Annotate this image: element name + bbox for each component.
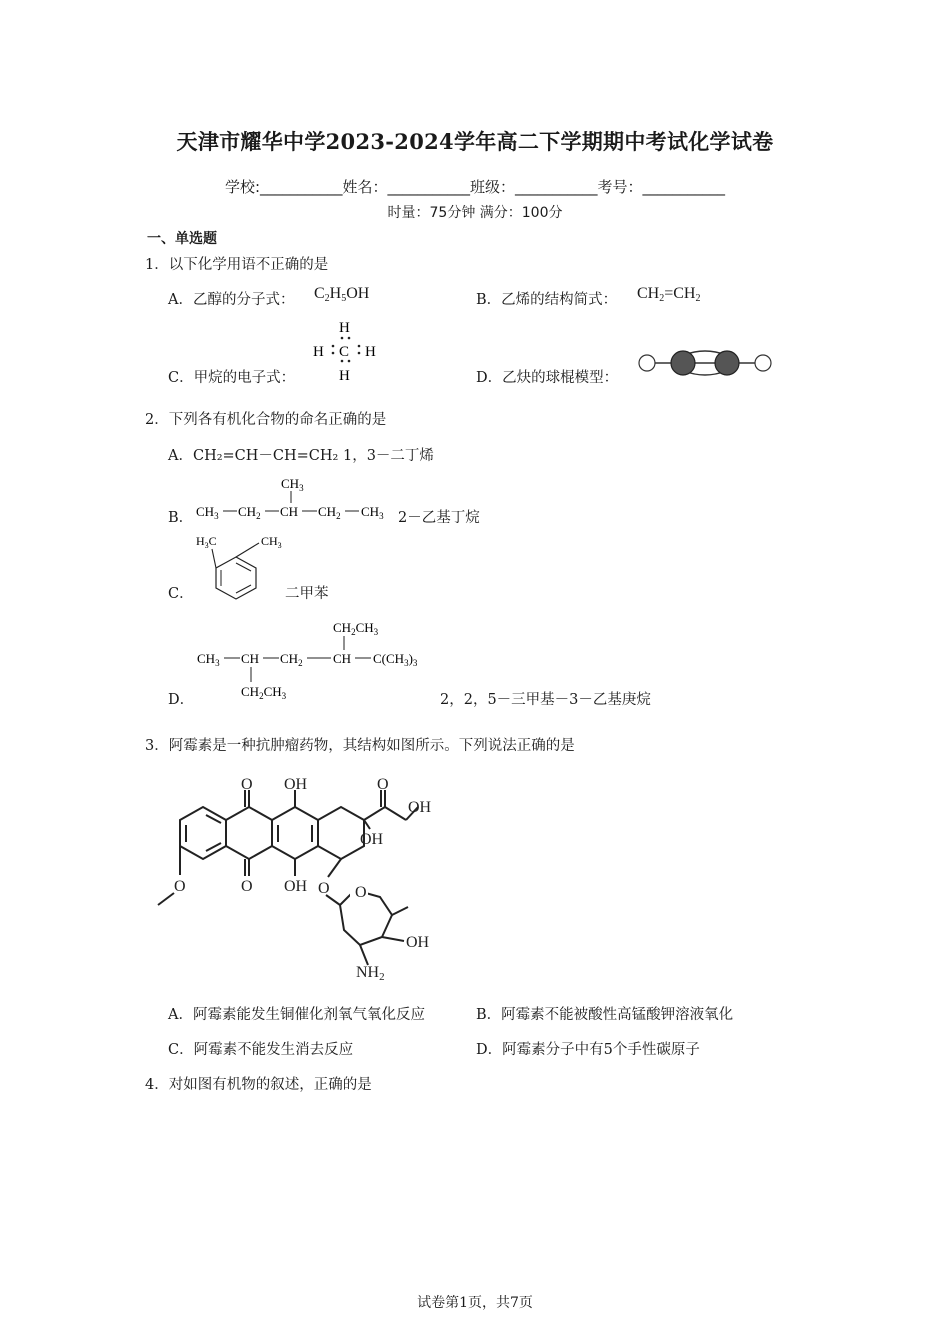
doxorubicin-structure (150, 765, 450, 985)
page-footer: 试卷第1页，共7页 (417, 1295, 533, 1311)
q3-option-d: D．阿霉素分子中有5个手性碳原子 (476, 1042, 700, 1058)
svg-text:CH: CH (333, 651, 352, 666)
q2-stem: 2．下列各有机化合物的命名正确的是 (145, 412, 387, 428)
svg-text:OH: OH (406, 934, 430, 951)
q1-option-a-label: A．乙醇的分子式： (168, 292, 295, 308)
svg-text:CH2: $CH_2$ (280, 651, 303, 668)
q3-option-c: C．阿霉素不能发生消去反应 (168, 1042, 354, 1058)
q2-option-a: A．CH₂=CH－CH=CH₂ 1，3－二丁烯 (168, 448, 434, 464)
svg-text:CH3: $CH_3$ (197, 651, 220, 668)
svg-text:O: O (241, 878, 253, 895)
svg-text:H: H (339, 368, 350, 384)
ethylene-formula: $CH_2=CH_2$ (637, 285, 701, 304)
q3-option-b: B．阿霉素不能被酸性高锰酸钾溶液氧化 (476, 1007, 734, 1023)
q1-option-a (168, 288, 294, 309)
svg-text:CH3: $CH_3$ (361, 504, 384, 521)
svg-text:O: O (318, 880, 330, 897)
exam-title: 天津市耀华中学2023-2024学年高二下学期期中考试化学试卷 (176, 129, 774, 154)
q3-stem: 3．阿霉素是一种抗肿瘤药物，其结构如图所示。下列说法正确的是 (145, 738, 575, 754)
methane-electron-formula (305, 316, 387, 384)
svg-text:O: O (355, 884, 367, 901)
svg-text:CH3: $CH_3$ (281, 476, 304, 493)
q2-option-b-structure (195, 470, 395, 526)
svg-text:OH: OH (360, 831, 384, 848)
svg-text:OH: OH (284, 878, 308, 895)
svg-text:H: H (365, 344, 376, 360)
svg-text:CH2CH3: $CH_2CH_3$ (241, 684, 287, 701)
svg-text:CH3: $CH_3$ (261, 534, 282, 550)
svg-text:C(CH3)3: $C(CH_3)_3$ (373, 651, 418, 668)
q2-option-d-name: 2，2，5－三甲基－3－乙基庚烷 (440, 692, 651, 708)
time-score-line: 时量：75分钟 满分：100分 (387, 205, 563, 221)
q2-option-b-name: 2－乙基丁烷 (398, 510, 480, 526)
acetylene-ball-stick-model (636, 348, 774, 378)
q2-option-d-structure (195, 614, 440, 706)
q1-option-d-label: D．乙炔的球棍模型： (476, 370, 619, 386)
svg-text:CH3: $CH_3$ (196, 504, 219, 521)
svg-text:OH: OH (408, 799, 432, 816)
q1-option-c (168, 366, 295, 387)
q1-option-b-label: B．乙烯的结构简式： (476, 292, 618, 308)
q2-option-c-label: C． (168, 586, 194, 602)
q2-option-c-name: 二甲苯 (285, 586, 329, 602)
svg-text:OH: OH (284, 776, 308, 793)
q4-stem: 4．对如图有机物的叙述，正确的是 (145, 1077, 372, 1093)
student-info-line: 学校:___________姓名：___________班级：___________考号：___________ (224, 178, 726, 196)
svg-text:NH2: NH2 (356, 964, 385, 983)
svg-text:CH: CH (280, 504, 299, 519)
q1-option-d (476, 366, 618, 387)
svg-text:C: C (339, 344, 350, 360)
q2-option-b-label: B． (168, 510, 194, 526)
svg-text:H: H (313, 344, 324, 360)
ethanol-formula: $C_2H_5OH$ (314, 285, 370, 304)
q2-option-c-xylene-structure (195, 530, 295, 600)
section-heading: 一、单选题 (147, 231, 217, 247)
q3-option-a: A．阿霉素能发生铜催化剂氧气氧化反应 (168, 1007, 425, 1023)
svg-text:H3C: $H_3C$ (196, 534, 217, 550)
svg-text:CH: CH (241, 651, 260, 666)
q1-option-c-label: C．甲烷的电子式： (168, 370, 296, 386)
q1-option-b (476, 288, 617, 309)
svg-text:O: O (241, 776, 253, 793)
svg-text:CH2CH3: $CH_2CH_3$ (333, 620, 379, 637)
svg-text:CH2: $CH_2$ (238, 504, 261, 521)
svg-text:H: H (339, 320, 350, 336)
q1-stem: 1．以下化学用语不正确的是 (145, 257, 329, 273)
svg-text:CH2: $CH_2$ (318, 504, 341, 521)
svg-text:O: O (377, 776, 389, 793)
svg-text:O: O (174, 878, 186, 895)
q2-option-d-label: D． (168, 692, 195, 708)
